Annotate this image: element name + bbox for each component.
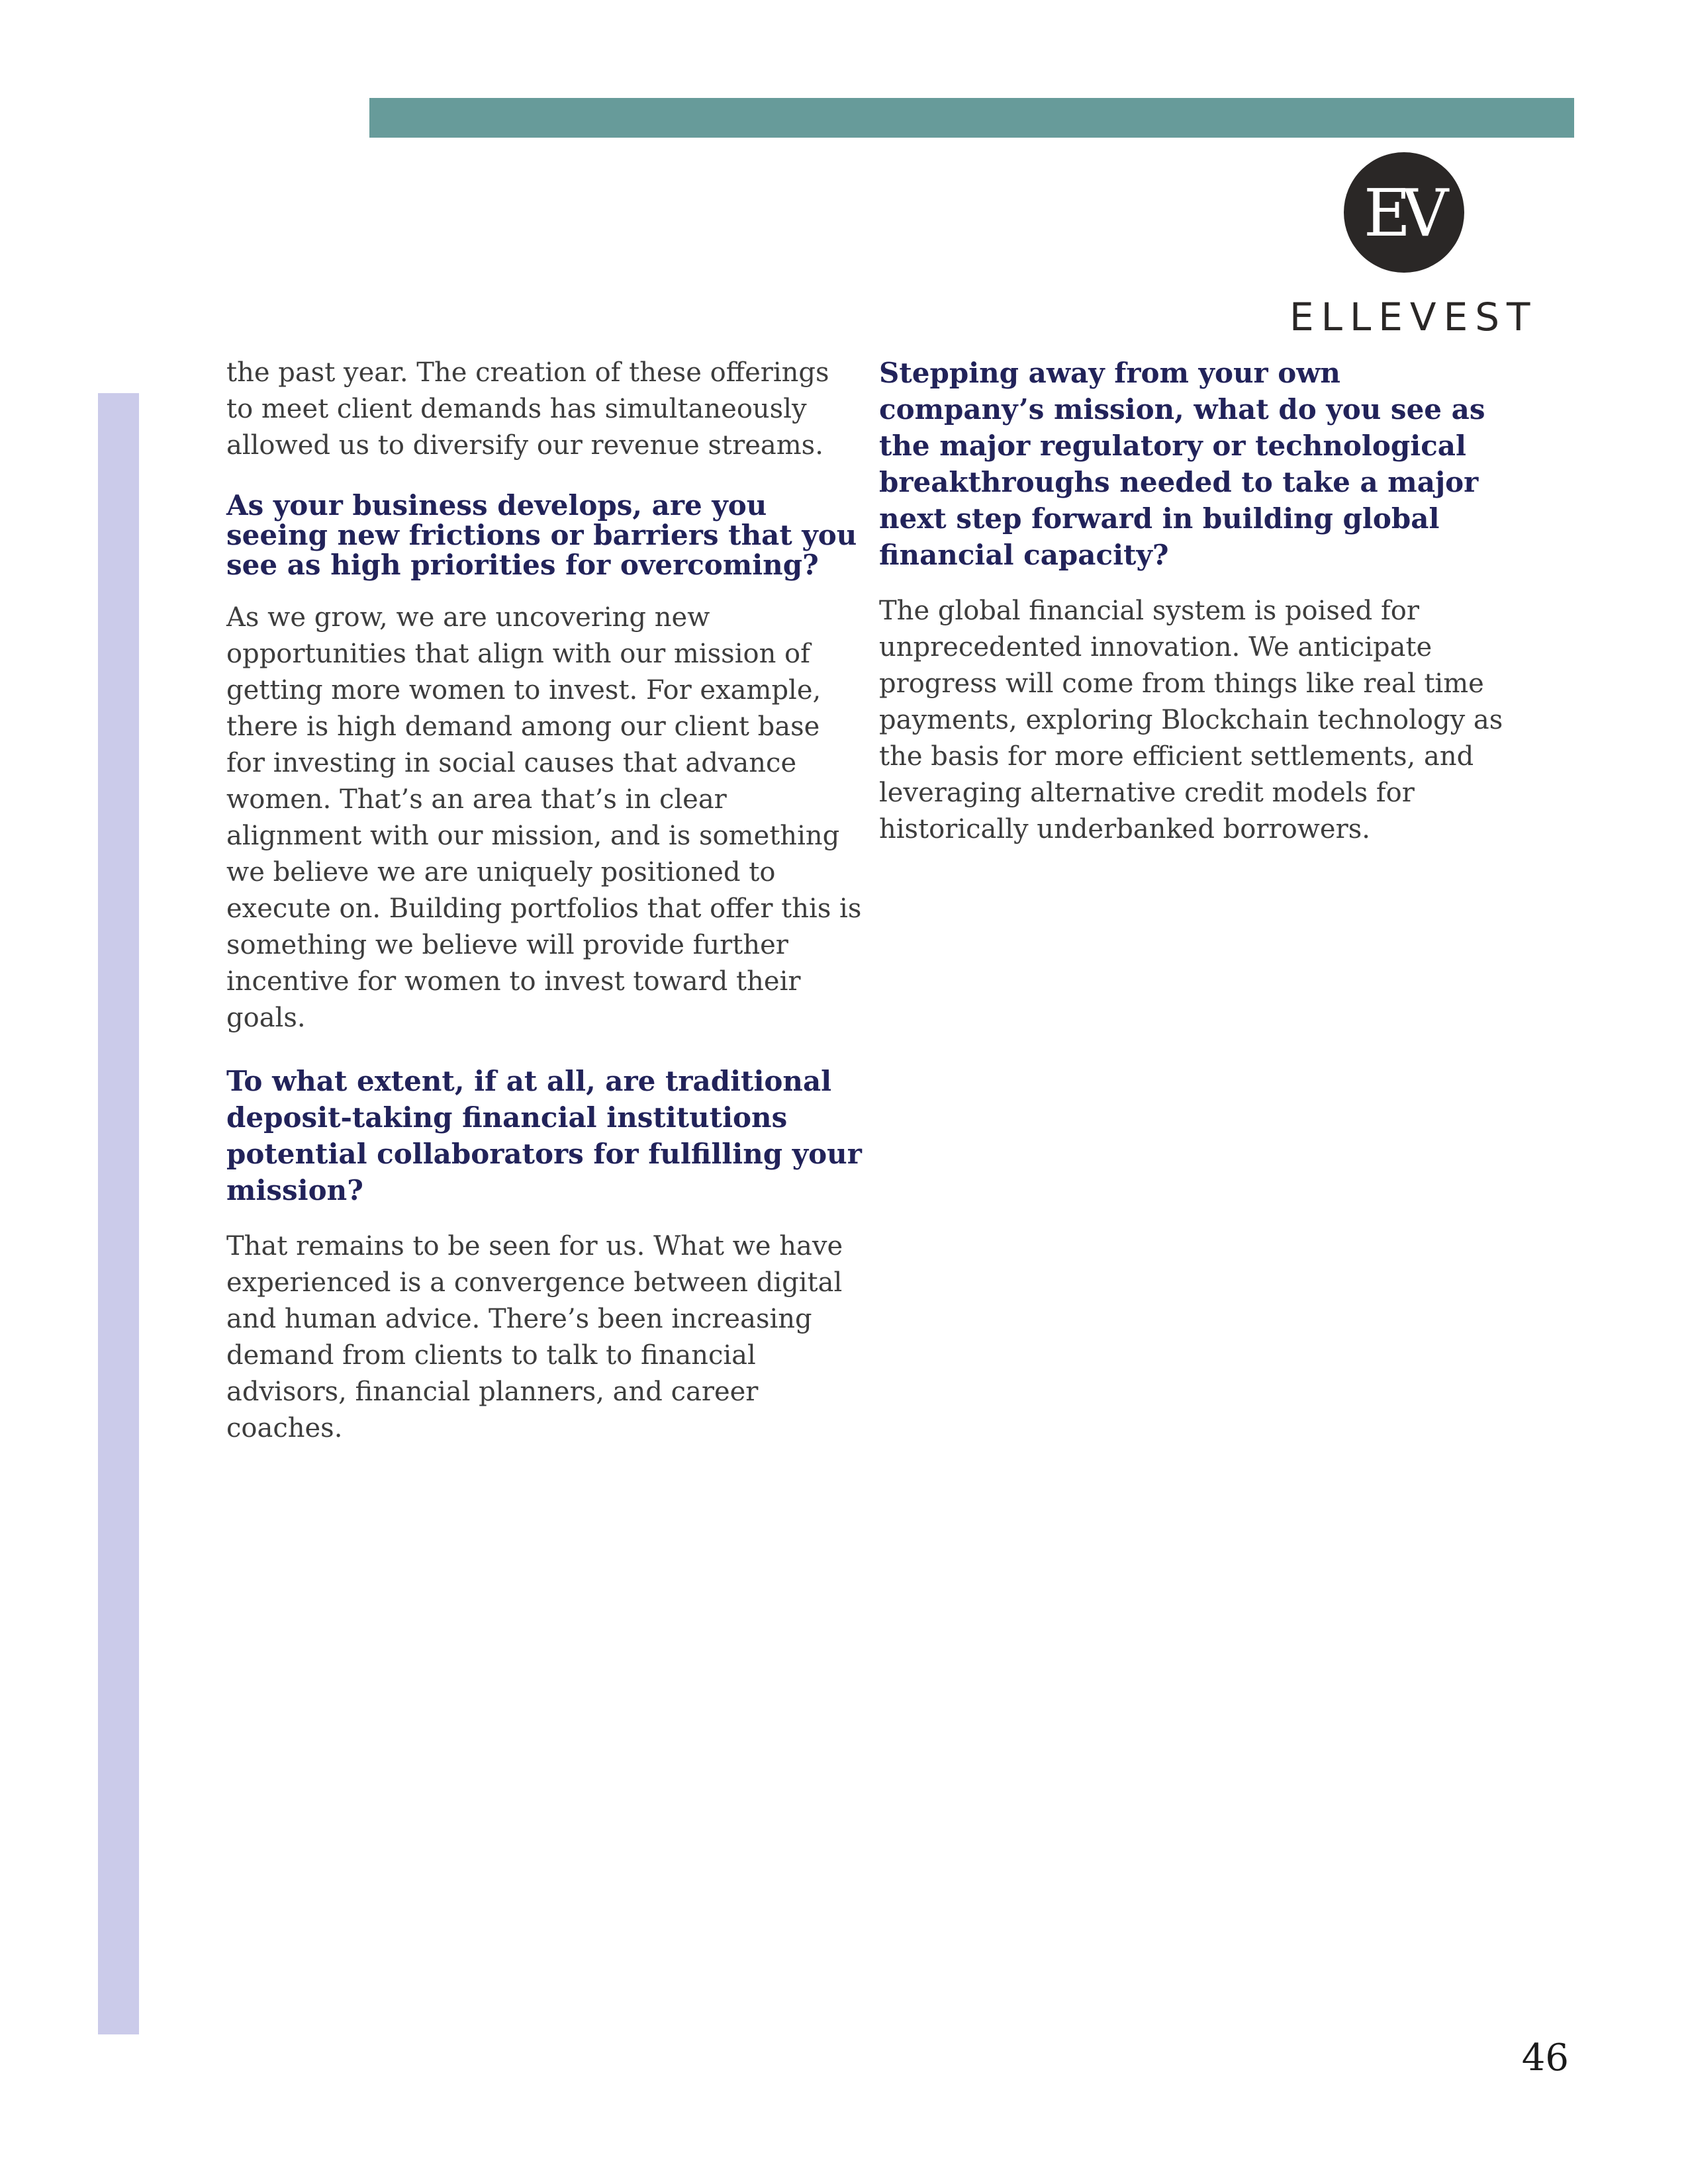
left-column [226,355,862,1473]
side-accent-bar [98,393,139,2034]
intro-paragraph: the past year. The creation of these offerings to meet client demands has simultaneously allowed us to diversify our revenue streams. [226,357,829,461]
logo-wordmark: ELLEVEST [1289,295,1538,340]
answer-breakthroughs: The global financial system is poised for unprecedented innovation. We anticipate progress will come from things like real time payments, exploring Blockchain technology as the basis for more efficient settlements, and leveraging alternative credit models for historically underbanked borrowers. [879,596,1503,844]
ellevest-logo [1344,152,1464,273]
page-number: 46 [1521,2036,1569,2079]
question-collaborators: To what extent, if at all, are traditional deposit-taking financial institutions potential collaborators for fulfilling your mission? [226,1065,862,1206]
right-column [879,355,1515,874]
question-breakthroughs: Stepping away from your own company’s mission, what do you see as the major regulatory or technological breakthroughs needed to take a major next step forward in building global financial capacity? [879,357,1485,571]
question-frictions: As your business develops, are you seeing new frictions or barriers that you see as high priorities for overcoming? [226,489,857,581]
logo-mark: EV [1363,176,1440,251]
answer-collaborators: That remains to be seen for us. What we have experienced is a convergence between digital and human advice. There’s been increasing demand from clients to talk to financial advisors, financial planners, and career coaches. [226,1231,843,1443]
header-accent-bar [369,98,1574,138]
answer-frictions: As we grow, we are uncovering new opportunities that align with our mission of getting more women to invest. For example, there is high demand among our client base for investing in social causes that advance women. That’s an area that’s in clear alignment with our mission, and is something we believe we are uniquely positioned to execute on. Building portfolios that offer this is something we believe will provide further incentive for women to invest toward their goals. [226,602,862,1033]
